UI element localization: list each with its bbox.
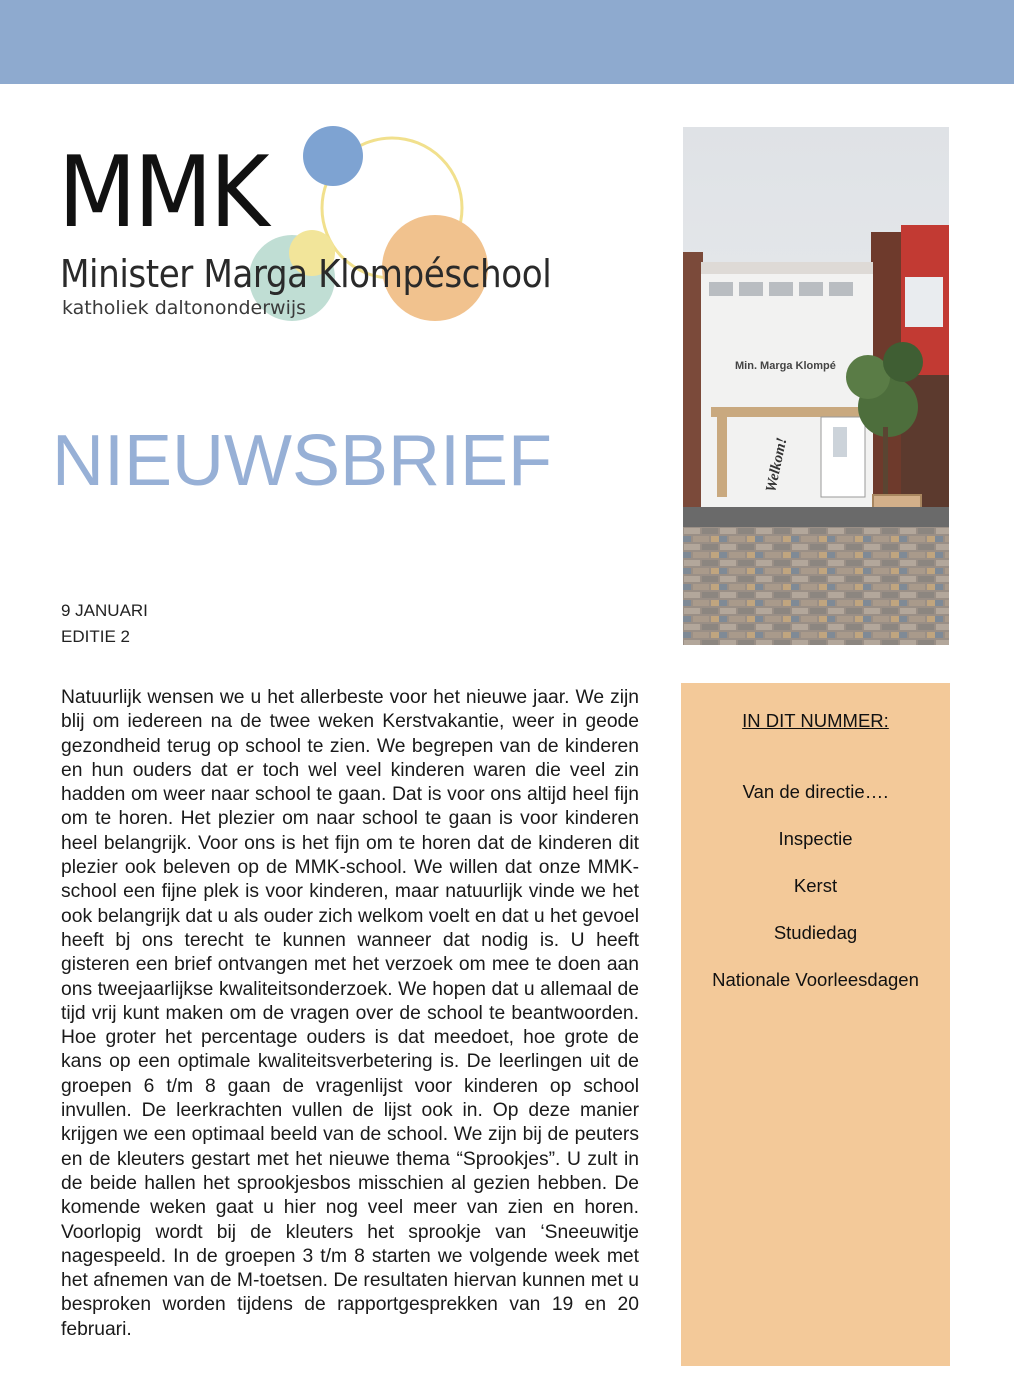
- issue-meta: [61, 598, 148, 650]
- contents-item: Van de directie….: [742, 781, 889, 802]
- photo-building-sign: Min. Marga Klompé: [735, 360, 836, 372]
- school-building-photo: [683, 127, 949, 645]
- logo-tagline: katholiek daltononderwijs: [62, 297, 307, 319]
- newsletter-title: NIEUWSBRIEF: [52, 421, 553, 501]
- contents-item: Kerst: [793, 875, 838, 896]
- contents-list: [681, 768, 950, 1003]
- contents-item: Nationale Voorleesdagen: [712, 969, 919, 990]
- sidebar-heading: IN DIT NUMMER:: [742, 710, 889, 731]
- contents-item: Inspectie: [778, 828, 853, 849]
- issue-edition: EDITIE 2: [61, 627, 130, 646]
- contents-item: Studiedag: [773, 922, 858, 943]
- logo-mark: MMK: [58, 136, 267, 250]
- photo-welcome-sign: Welkom!: [763, 436, 791, 494]
- logo-school-name: Minister Marga Klompéschool: [60, 252, 552, 296]
- header-band: [0, 0, 1014, 84]
- photo-illustration: [683, 127, 949, 645]
- article-body: Natuurlijk wensen we u het allerbeste voor het nieuwe jaar. We zijn blij om iedereen na de twee weken Kerstvakantie, weer in geode gezondheid terug op school te zien. We begrepen van de kinderen en hun ouders dat er toch wel veel kinderen waren die veel zin hadden om weer naar school te gaan. Dat is voor ons altijd heel fijn om te horen. Het plezier om naar school te gaan is voor kinderen heel belangrijk. Voor ons is het fijn om te horen dat de kinderen dit plezier ook beleven op de MMK-school. We willen dat onze MMK-school een fijne plek is voor kinderen, maar natuurlijk vinde we het ook belangrijk dat u als ouder zich welkom voelt en dat u het gevoel heeft bj ons terecht te kunnen wanneer dat nodig is. U heeft gisteren een brief ontvangen met het verzoek om mee te doen aan ons tweejaarlijkse kwaliteitsonderzoek. We hopen dat u allemaal de tijd vrij kunt maken om de vragen over de school te beantwoorden. Hoe groter het percentage ouders is dat meedoet, hoe grote de kans op een optimale kwaliteitsverbetering is. De leerlingen uit de groepen 6 t/m 8 gaan de vragenlijst voor kinderen op school invullen. De leerkrachten vullen de lijst ook in. Op deze manier krijgen we een optimaal beeld van de school. We zijn bij de peuters en de kleuters gestart met het nieuwe thema “Sprookjes”. U zult in de beide hallen het sprookjesbos misschien al gezien hebben. De komende weken gaat u hier nog veel meer van zien en horen. Voorlopig wordt bij de kleuters het sprookje van ‘Sneeuwitje nagespeeld. In de groepen 3 t/m 8 starten we volgende week met het afnemen van de M-toetsen. De resultaten hiervan kunnen met u besproken worden tijdens de rapportgesprekken van 19 en 20 februari.: [61, 687, 639, 1340]
- contents-sidebar: [681, 683, 950, 1366]
- school-logo: [40, 118, 552, 333]
- issue-date: 9 JANUARI: [61, 601, 148, 620]
